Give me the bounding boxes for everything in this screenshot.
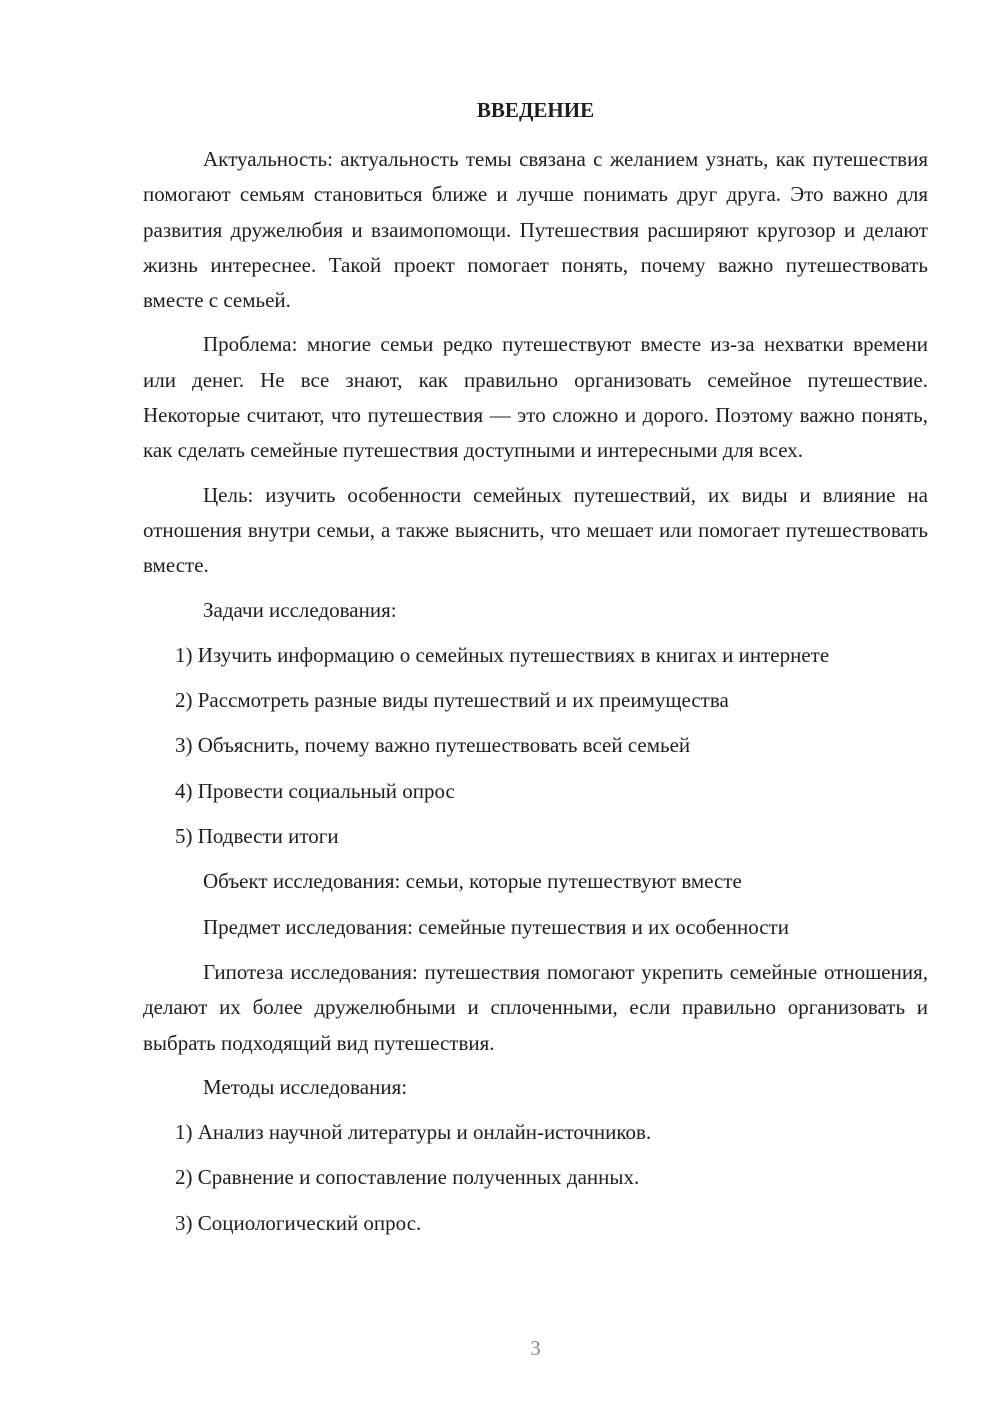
method-item-3: 3) Социологический опрос.: [175, 1210, 422, 1235]
task-item-5: 5) Подвести итоги: [175, 824, 339, 849]
method-item-2: 2) Сравнение и сопоставление полученных данных.: [175, 1165, 640, 1190]
relevance-paragraph: Актуальность: актуальность темы связана с желанием узнать, как путешествия помогают семьям становиться ближе и лучше понимать друг друга. Это важно для развития дружелюбия и взаимопомощи. Путешествия расширяют кругозор и делают жизнь интереснее. Такой проект помогает понять, почему важно путешествовать вместе с семьей.: [143, 147, 928, 313]
task-item-2: 2) Рассмотреть разные виды путешествий и их преимущества: [175, 688, 729, 713]
task-item-3: 3) Объяснить, почему важно путешествовать всей семьей: [175, 733, 691, 758]
task-item-4: 4) Провести социальный опрос: [175, 778, 455, 803]
page-title: ВВЕДЕНИЕ: [476, 98, 595, 122]
research-subject: Предмет исследования: семейные путешествия и их особенности: [203, 914, 789, 939]
task-item-1: 1) Изучить информацию о семейных путешествиях в книгах и интернете: [175, 642, 830, 667]
hypothesis-paragraph: Гипотеза исследования: путешествия помогают укрепить семейные отношения, делают их более дружелюбными и сплоченными, если правильно организовать и выбрать подходящий вид путешествия.: [143, 959, 928, 1055]
method-item-1: 1) Анализ научной литературы и онлайн-источников.: [175, 1120, 652, 1145]
goal-paragraph: Цель: изучить особенности семейных путешествий, их виды и влияние на отношения внутри семьи, а также выяснить, что мешает или помогает путешествовать вместе.: [143, 482, 928, 578]
research-object: Объект исследования: семьи, которые путешествуют вместе: [203, 869, 742, 894]
page-content: [143, 93, 928, 1251]
problem-paragraph: Проблема: многие семьи редко путешествуют вместе из-за нехватки времени или денег. Не все знают, как правильно организовать семейное путешествие. Некоторые считают, что путешествия — это сложно и дорого. Поэтому важно понять, как сделать семейные путешествия доступными и интересными для всех.: [143, 332, 928, 463]
page-number: 3: [530, 1336, 541, 1360]
tasks-heading: Задачи исследования:: [203, 597, 397, 622]
methods-heading: Методы исследования:: [203, 1074, 408, 1099]
